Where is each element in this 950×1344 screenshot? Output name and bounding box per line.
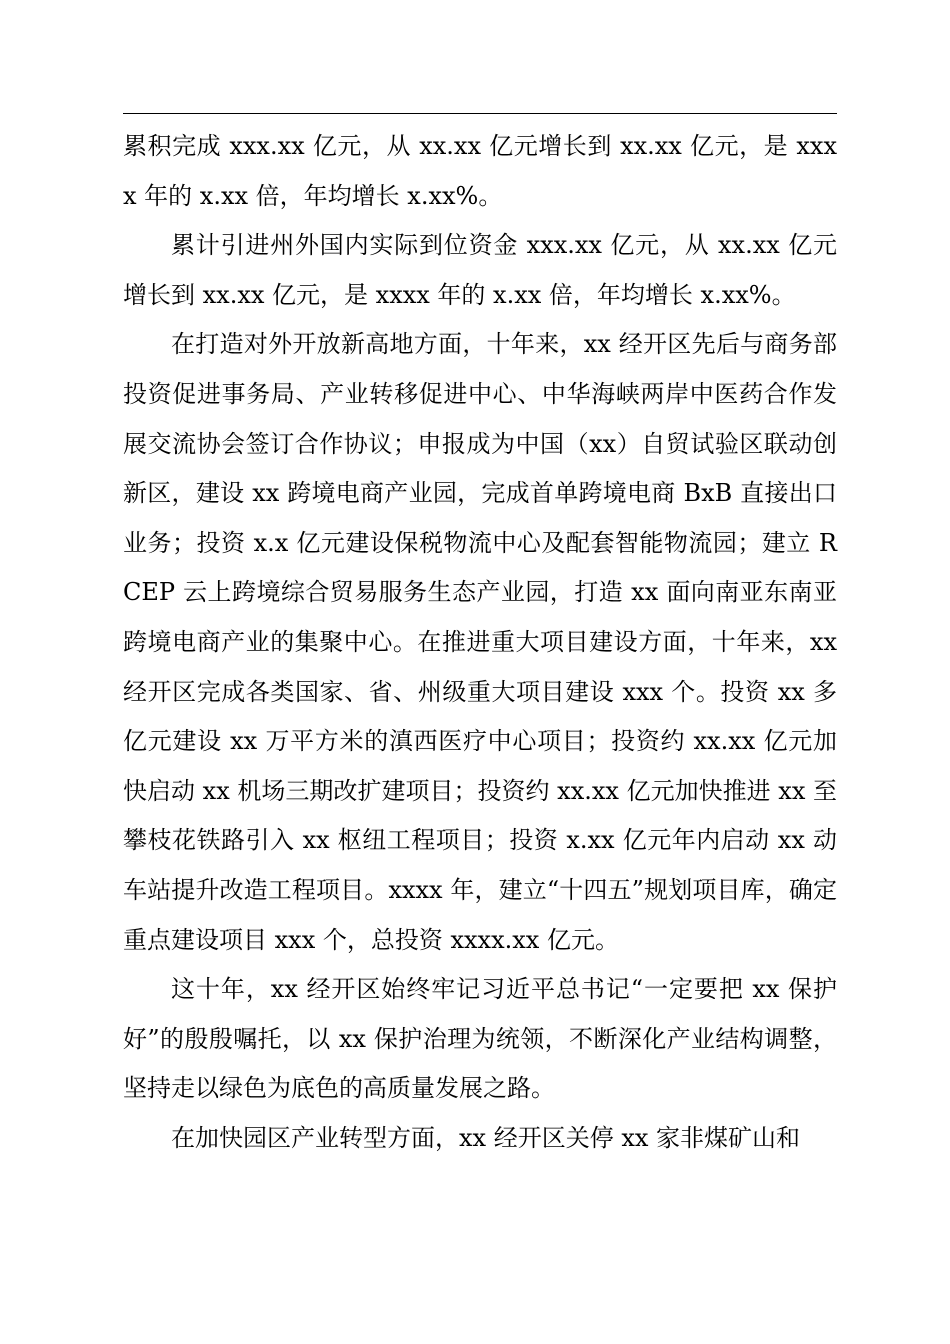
paragraph-decade-summary: 这十年，xx 经开区始终牢记习近平总书记“一定要把 xx 保护好”的殷殷嘱托，以 xx 保护治理为统领，不断深化产业结构调整，坚持走以绿色为底色的高质量发展之路。 bbox=[123, 975, 837, 1103]
paragraph-continuation: 累积完成 xxx.xx 亿元，从 xx.xx 亿元增长到 xx.xx 亿元，是 xxxx 年的 x.xx 倍，年均增长 x.xx%。 bbox=[123, 132, 837, 210]
header-rule bbox=[123, 113, 837, 114]
paragraph-opening-and-projects: 在打造对外开放新高地方面，十年来，xx 经开区先后与商务部投资促进事务局、产业转移促进中心、中华海峡两岸中医药合作发展交流协会签订合作协议；申报成为中国（xx）自贸试验区联动创新区，建设 xx 跨境电商产业园，完成首单跨境电商 BxB 直接出口业务；投资 x.x 亿元建设保税物流中心及配套智能物流园；建立 RCEP 云上跨境综合贸易服务生态产业园，打造 xx 面向南亚东南亚跨境电商产业的集聚中心。在推进重大项目建设方面，十年来，xx 经开区完成各类国家、省、州级重大项目建设 xxx 个。投资 xx 多亿元建设 xx 万平方米的滇西医疗中心项目；投资约 xx.xx 亿元加快启动 xx 机场三期改扩建项目；投资约 xx.xx 亿元加快推进 xx 至攀枝花铁路引入 xx 枢纽工程项目；投资 x.xx 亿元年内启动 xx 动车站提升改造工程项目。xxxx 年，建立“十四五”规划项目库，确定重点建设项目 xxx 个，总投资 xxxx.xx 亿元。 bbox=[123, 330, 837, 954]
document-body bbox=[123, 122, 837, 1163]
paragraph-investment: 累计引进州外国内实际到位资金 xxx.xx 亿元，从 xx.xx 亿元增长到 xx.xx 亿元，是 xxxx 年的 x.xx 倍，年均增长 x.xx%。 bbox=[123, 231, 837, 309]
paragraph-industry-transformation: 在加快园区产业转型方面，xx 经开区关停 xx 家非煤矿山和 bbox=[171, 1123, 801, 1152]
document-page bbox=[123, 0, 837, 1344]
